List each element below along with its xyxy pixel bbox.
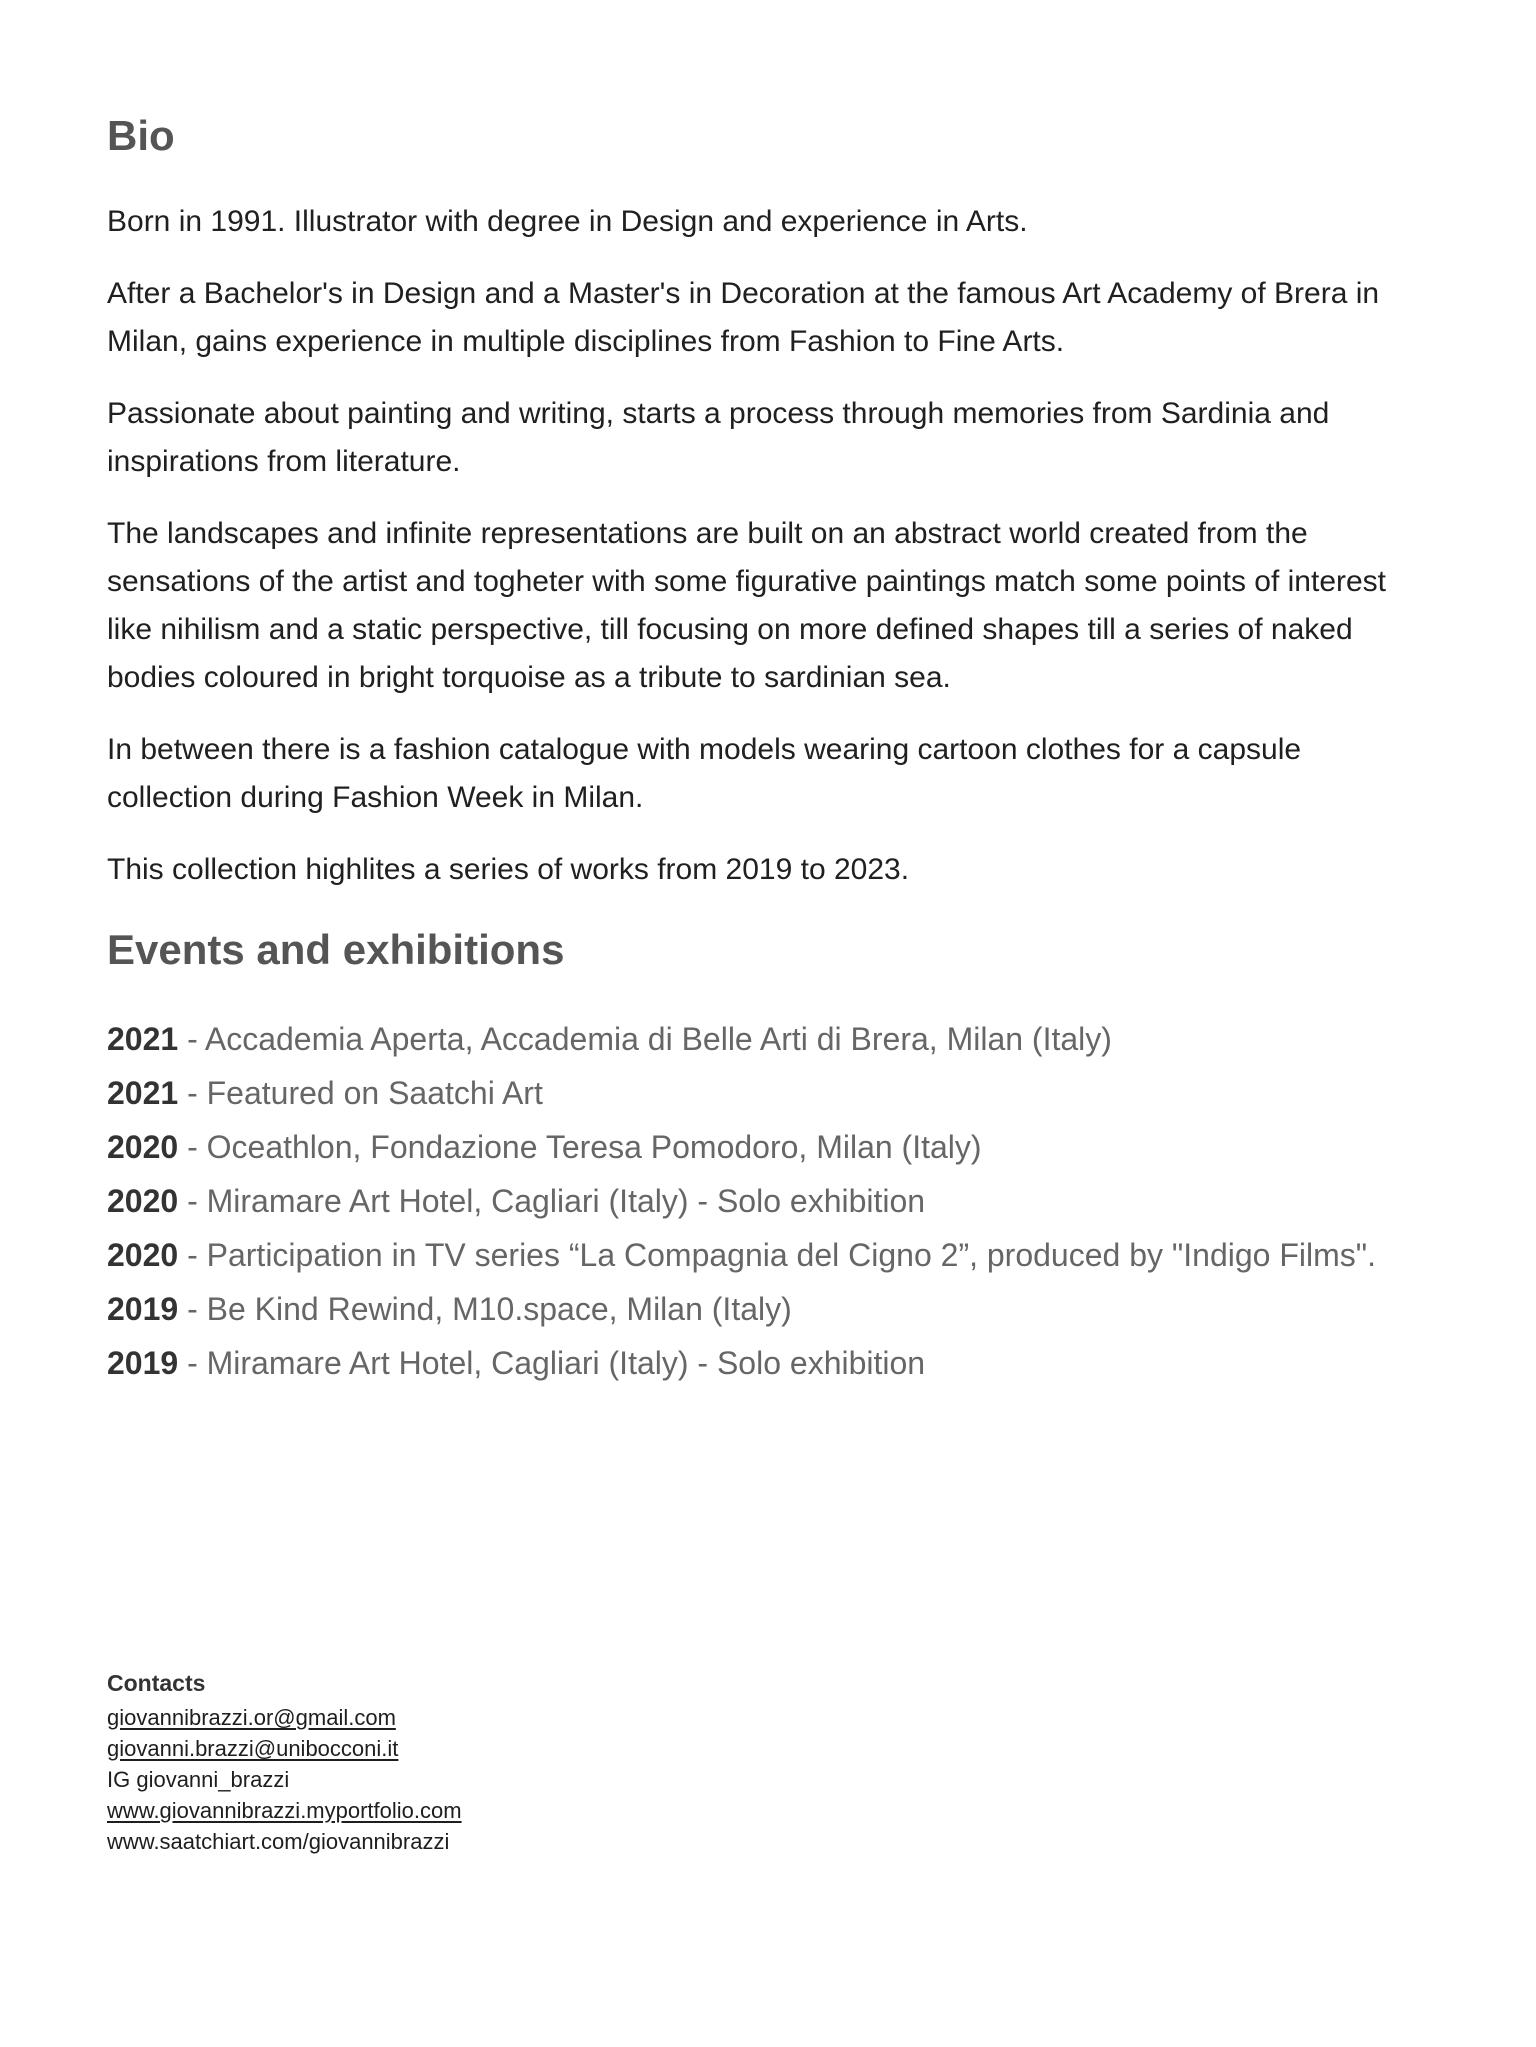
bio-paragraph-passion: Passionate about painting and writing, starts a process through memories from Sardinia and inspirations from literature. — [107, 397, 1330, 478]
event-description: Accademia Aperta, Accademia di Belle Arti di Brera, Milan (Italy) — [204, 1021, 1112, 1057]
event-item — [107, 1066, 1447, 1120]
bio-paragraph-landscapes: The landscapes and infinite representations are built on an abstract world created from the sensations of the artist and togheter with some figurative paintings match some points of interest like nihilism and a static perspective, till focusing on more defined shapes till a series of naked bodies coloured in bright torquoise as a tribute to sardinian sea. — [107, 517, 1387, 694]
event-description: Miramare Art Hotel, Cagliari (Italy) - Solo exhibition — [206, 1345, 926, 1381]
event-separator: - — [178, 1345, 207, 1381]
event-separator: - — [178, 1291, 207, 1327]
event-description: Miramare Art Hotel, Cagliari (Italy) - Solo exhibition — [206, 1183, 926, 1219]
event-year: 2019 — [107, 1345, 179, 1381]
bio-paragraph-education: After a Bachelor's in Design and a Master's in Decoration at the famous Art Academy of Brera in Milan, gains experience in multiple disciplines from Fashion to Fine Arts. — [107, 277, 1380, 358]
bio-paragraph-fashion: In between there is a fashion catalogue with models wearing cartoon clothes for a capsule collection during Fashion Week in Milan. — [107, 733, 1302, 814]
event-year: 2020 — [107, 1129, 179, 1165]
event-year: 2019 — [107, 1291, 179, 1327]
event-item — [107, 1282, 1447, 1336]
event-year: 2020 — [107, 1183, 179, 1219]
bio-title: Bio — [107, 112, 175, 159]
events-list — [107, 1012, 1447, 1390]
primary-email-link[interactable]: giovannibrazzi.or@gmail.com — [107, 1705, 396, 1730]
events-title: Events and exhibitions — [107, 926, 565, 973]
bio-content — [107, 108, 1447, 1390]
saatchi-profile-url: www.saatchiart.com/giovannibrazzi — [107, 1829, 450, 1854]
contacts-section — [107, 1668, 807, 1857]
event-year: 2021 — [107, 1075, 179, 1111]
bio-paragraph-birth: Born in 1991. Illustrator with degree in Design and experience in Arts. — [107, 205, 1028, 238]
event-description: Oceathlon, Fondazione Teresa Pomodoro, Milan (Italy) — [206, 1129, 982, 1165]
instagram-handle: IG giovanni_brazzi — [107, 1767, 290, 1792]
event-item — [107, 1012, 1447, 1066]
portfolio-website-link[interactable]: www.giovannibrazzi.myportfolio.com — [107, 1798, 462, 1823]
event-description: Participation in TV series “La Compagnia del Cigno 2”, produced by "Indigo Films". — [206, 1237, 1376, 1273]
event-item — [107, 1120, 1447, 1174]
event-year: 2020 — [107, 1237, 179, 1273]
event-separator: - — [178, 1237, 207, 1273]
bio-paragraph-collection: This collection highlites a series of works from 2019 to 2023. — [107, 853, 910, 886]
event-separator: - — [178, 1075, 207, 1111]
event-item — [107, 1174, 1447, 1228]
contacts-title: Contacts — [107, 1670, 206, 1696]
event-item — [107, 1228, 1447, 1282]
event-year: 2021 — [107, 1021, 179, 1057]
event-description: Featured on Saatchi Art — [206, 1075, 543, 1111]
event-separator: - — [178, 1183, 207, 1219]
event-separator: - — [178, 1021, 205, 1057]
event-description: Be Kind Rewind, M10.space, Milan (Italy) — [206, 1291, 792, 1327]
event-item — [107, 1336, 1447, 1390]
secondary-email-link[interactable]: giovanni.brazzi@unibocconi.it — [107, 1736, 399, 1761]
event-separator: - — [178, 1129, 207, 1165]
